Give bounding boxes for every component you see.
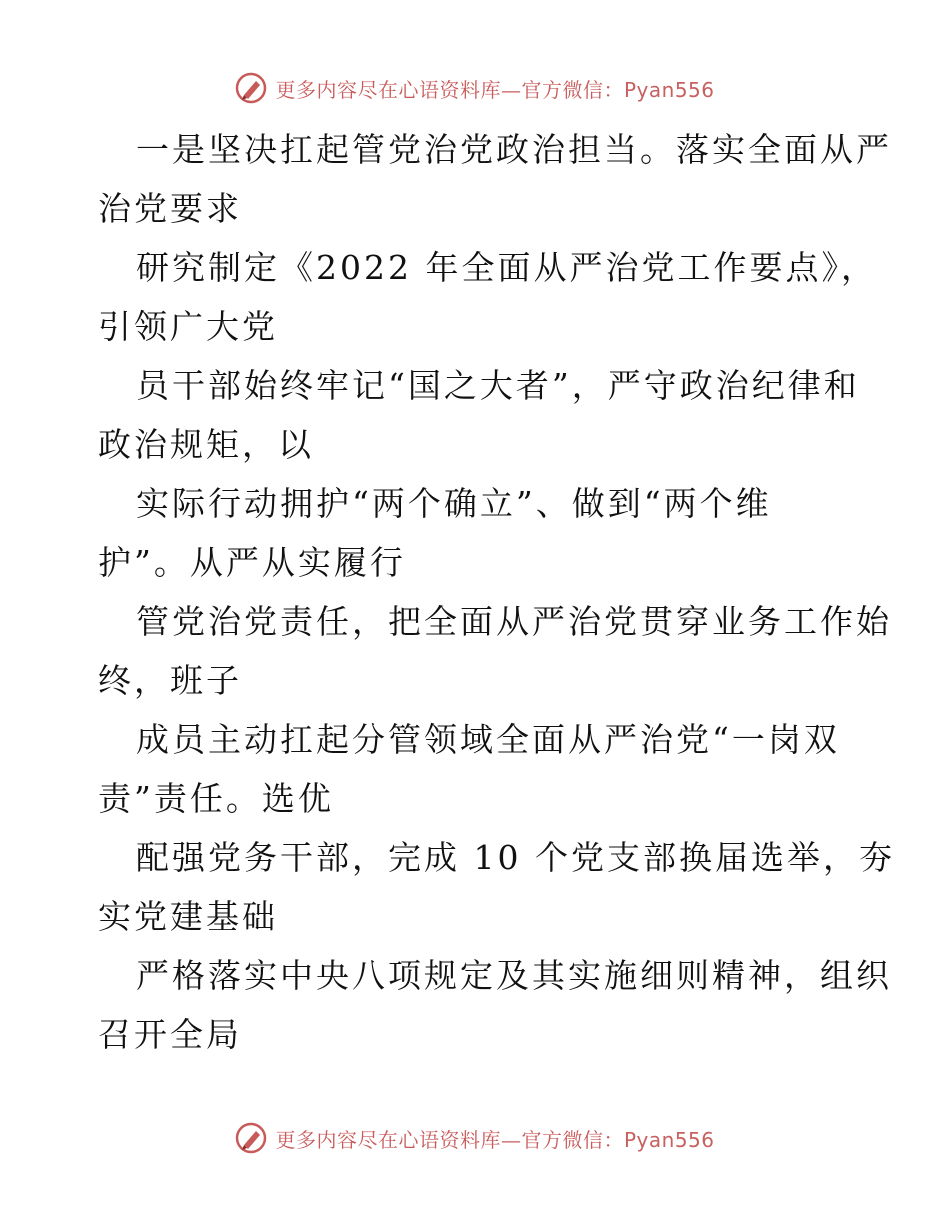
footer-watermark	[0, 1122, 950, 1154]
header-watermark	[0, 72, 950, 104]
red-pen-logo-icon	[235, 72, 267, 104]
watermark-text: 更多内容尽在心语资料库—官方微信：Pyan556	[275, 77, 715, 102]
watermark-text: 更多内容尽在心语资料库—官方微信：Pyan556	[275, 1127, 715, 1152]
watermark-wechat-id: Pyan556	[623, 77, 715, 102]
watermark-wechat-id: Pyan556	[623, 1127, 715, 1152]
red-pen-logo-icon	[235, 1122, 267, 1154]
paragraph: 实际行动拥护“两个确立”、做到“两个维 护”。从严从实履行	[98, 484, 772, 582]
document-body	[98, 120, 895, 1064]
paragraph: 员干部始终牢记“国之大者”，严守政治纪律和 政治规矩，以	[98, 366, 860, 464]
paragraph: 成员主动扛起分管领域全面从严治党“一岗双 责”责任。选优	[98, 720, 840, 818]
paragraph: 配强党务干部，完成 10 个党支部换届选举，夯 实党建基础	[98, 838, 895, 936]
paragraph: 管党治党责任，把全面从严治党贯穿业务工作始 终，班子	[98, 602, 892, 700]
paragraph: 一是坚决扛起管党治党政治担当。落实全面从严 治党要求	[98, 130, 892, 228]
paragraph: 严格落实中央八项规定及其实施细则精神，组织 召开全局	[98, 956, 892, 1054]
paragraph: 研究制定《2022 年全面从严治党工作要点》， 引领广大党	[98, 248, 877, 346]
